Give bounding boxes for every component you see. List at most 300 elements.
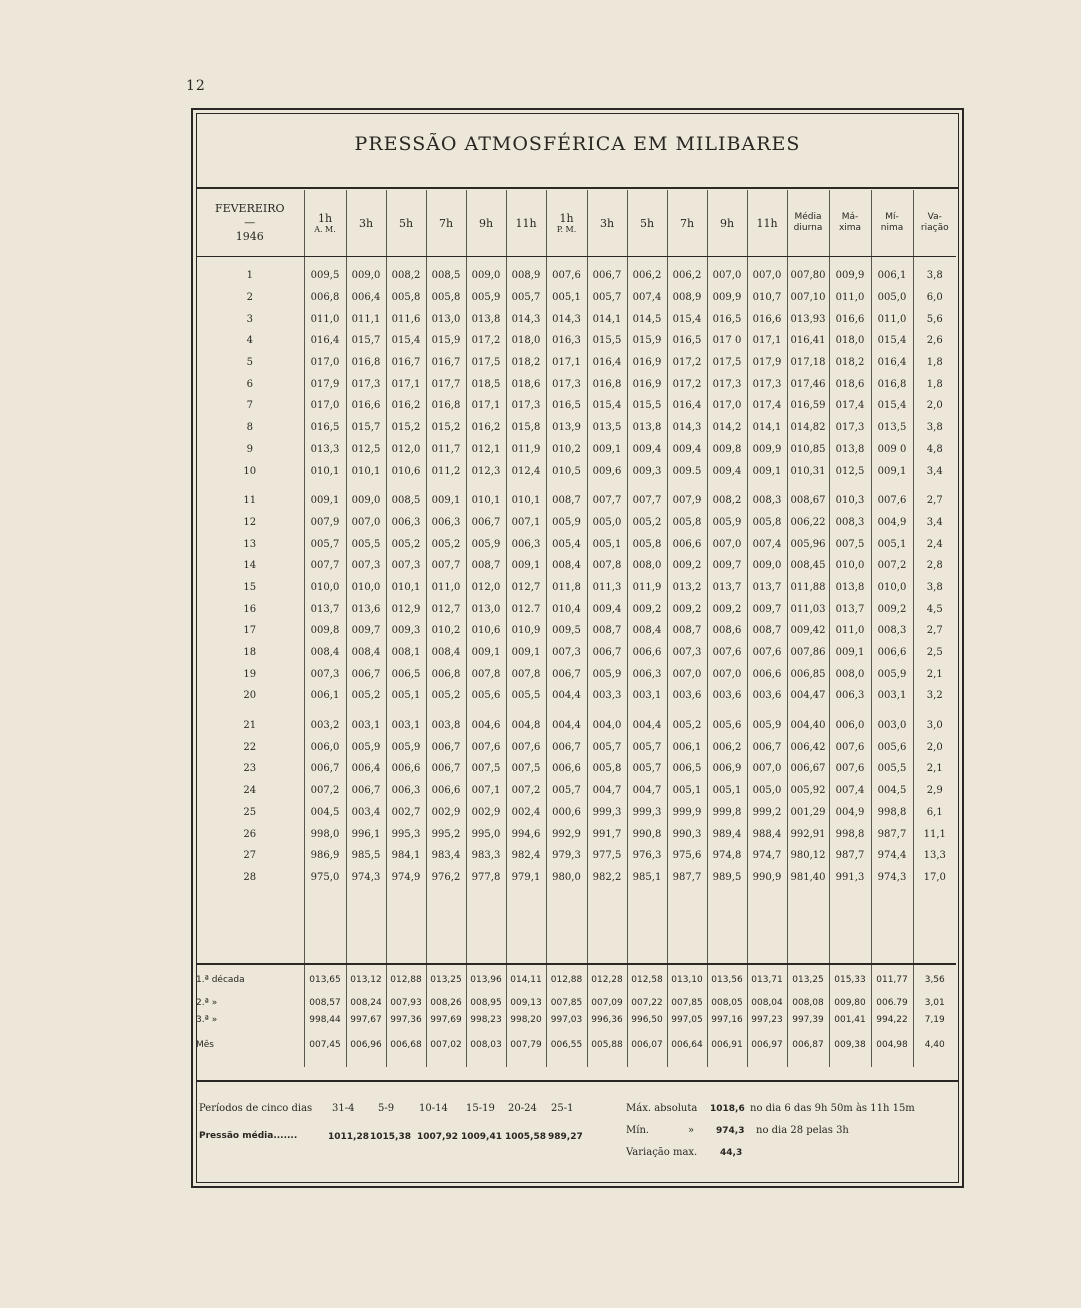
pressure-value: 010,4 [546,598,587,620]
pressure-value: 007,2 [304,780,346,802]
column-header-line1: 5h [639,216,655,230]
pressure-value: 986,9 [304,845,346,867]
pressure-value: 007,3 [304,663,346,685]
pressure-value: 004,40 [787,715,829,737]
spacer-cell [871,888,913,964]
pressure-value: 009,9 [707,287,747,309]
pressure-value: 015,5 [627,395,667,417]
pressure-value: 011,2 [426,460,466,482]
pressure-value: 2,9 [913,780,956,802]
pressure-value: 016,8 [346,352,386,374]
pressure-value: 007,3 [346,555,386,577]
column-header [627,190,667,257]
spacer-cell [913,888,956,964]
spacer-cell [829,707,871,715]
spacer-row [196,707,956,715]
pressure-value: 006,8 [426,663,466,685]
pressure-value: 017,2 [667,352,707,374]
pressure-value: 007,8 [506,663,546,685]
summary-value: 007,22 [627,994,667,1011]
day-row [196,736,956,758]
pressure-value: 005,8 [747,512,787,534]
spacer-cell [707,707,747,715]
spacer-cell [196,1028,304,1036]
pressure-value: 016,5 [707,308,747,330]
day-number: 21 [243,720,257,732]
summary-value: 3,01 [913,994,956,1011]
summary-value: 006,55 [546,1036,587,1053]
summary-value: 012,28 [587,971,627,994]
column-header-line1: 7h [679,216,695,230]
summary-value: 006,97 [747,1036,787,1053]
column-header-line1: Mí- [885,212,899,222]
summary-value: 012,58 [627,971,667,994]
summary-value: 998,44 [304,1011,346,1028]
pressure-value: 011,0 [304,308,346,330]
pressure-value: 005,9 [386,736,426,758]
pressure-value: 005,92 [787,780,829,802]
pressure-value: 005,0 [871,287,913,309]
pressure-value: 995,0 [466,823,506,845]
day-row [196,265,956,287]
pressure-table [196,190,956,1067]
pressure-value: 007,0 [707,663,747,685]
pressure-value: 009,2 [667,598,707,620]
pressure-value: 008,7 [466,555,506,577]
pressure-value: 010,1 [304,460,346,482]
pressure-value: 006,4 [346,287,386,309]
spacer-cell [426,707,466,715]
summary-value: 006,87 [787,1036,829,1053]
pressure-value: 985,5 [346,845,386,867]
pressure-value: 005,6 [466,685,506,707]
summary-value: 009,13 [506,994,546,1011]
spacer-cell [747,888,787,964]
spacer-cell [386,482,426,490]
summary-value: 011,77 [871,971,913,994]
summary-value: 998,23 [466,1011,506,1028]
pressure-value: 999,8 [707,802,747,824]
summary-value: 997,36 [386,1011,426,1028]
pressure-value: 009,4 [667,439,707,461]
spacer-cell [587,482,627,490]
pressure-value: 2,1 [913,758,956,780]
pressure-value: 012,9 [386,598,426,620]
separator-cell [829,964,871,971]
summary-value: 997,23 [747,1011,787,1028]
pressure-value: 005,9 [587,663,627,685]
pressure-value: 013,5 [871,417,913,439]
pressure-value: 018,0 [829,330,871,352]
pressure-value: 990,8 [627,823,667,845]
summary-value: 008,04 [747,994,787,1011]
column-header [913,190,956,257]
pressure-value: 007,7 [587,490,627,512]
pressure-value: 012,5 [829,460,871,482]
pressure-value: 013,0 [466,598,506,620]
spacer-cell [667,257,707,266]
day-number: 12 [243,516,257,528]
separator-cell [546,964,587,971]
summary-value: 007,02 [426,1036,466,1053]
pressure-value: 009 0 [871,439,913,461]
pressure-value: 013,7 [707,577,747,599]
pressure-value: 009,1 [304,490,346,512]
pressure-value: 006,8 [304,287,346,309]
spacer-row [196,482,956,490]
periods-label: Períodos de cinco dias [199,1103,313,1114]
pressure-value: 003,6 [747,685,787,707]
pressure-value: 008,2 [386,265,426,287]
day-number: 3 [246,313,253,325]
spacer-cell [304,1053,346,1067]
column-header [667,190,707,257]
pressure-value: 013,8 [829,577,871,599]
summary-value: 996,50 [627,1011,667,1028]
day-row [196,330,956,352]
day-number: 26 [243,828,257,840]
pressure-value: 5,6 [913,308,956,330]
pressure-value: 2,4 [913,533,956,555]
pressure-value: 007,4 [627,287,667,309]
pressure-value: 011,9 [627,577,667,599]
pressure-value: 004,4 [627,715,667,737]
pressure-value: 2,0 [913,736,956,758]
pressure-value: 017,3 [829,417,871,439]
spacer-cell [346,707,386,715]
pressure-value: 005,1 [667,780,707,802]
pressure-value: 015,4 [871,330,913,352]
pressure-value: 017,0 [304,395,346,417]
spacer-cell [304,888,346,964]
pressure-value: 009,3 [627,460,667,482]
pressure-value: 008,0 [627,555,667,577]
summary-value: 997,16 [707,1011,747,1028]
column-header-line1: 9h [719,216,735,230]
pressure-value: 009,9 [829,265,871,287]
pressure-value: 018,2 [506,352,546,374]
spacer-row [196,888,956,964]
pressure-value: 015,7 [346,417,386,439]
day-row [196,417,956,439]
pressure-value: 006,7 [426,736,466,758]
pressure-value: 011,1 [346,308,386,330]
spacer-cell [546,257,587,266]
pressure-value: 983,4 [426,845,466,867]
column-header [304,190,346,257]
pressure-value: 010,31 [787,460,829,482]
pressure-value: 991,7 [587,823,627,845]
pressure-value: 003,2 [304,715,346,737]
day-number: 25 [243,806,257,818]
pressure-value: 987,7 [871,823,913,845]
pressure-value: 006,3 [386,780,426,802]
pressure-value: 017,18 [787,352,829,374]
summary-value: 006.79 [871,994,913,1011]
day-number: 10 [243,465,257,477]
spacer-cell [506,1053,546,1067]
pressure-value: 006,6 [546,758,587,780]
summary-value: 013,25 [787,971,829,994]
pressure-value: 006,7 [466,512,506,534]
pressure-value: 3,2 [913,685,956,707]
day-number: 18 [243,647,257,659]
pressure-value: 010,6 [386,460,426,482]
spacer-cell [787,888,829,964]
pressure-value: 006,7 [346,663,386,685]
pressure-value: 007,6 [466,736,506,758]
pressure-value: 008,0 [829,663,871,685]
pressure-value: 976,2 [426,867,466,889]
day-number: 15 [243,581,257,593]
pressure-value: 017 0 [707,330,747,352]
pressure-value: 005,2 [426,685,466,707]
pressure-value: 005,8 [426,287,466,309]
pressure-value: 009,8 [707,439,747,461]
pressure-value: 005,9 [466,287,506,309]
pressure-value: 980,0 [546,867,587,889]
spacer-cell [787,257,829,266]
pressure-value: 005,7 [304,533,346,555]
pressure-value: 999,9 [667,802,707,824]
pressure-value: 004,4 [546,685,587,707]
spacer-row [196,1028,956,1036]
day-number: 22 [243,741,257,753]
pressure-value: 016,6 [829,308,871,330]
pressure-value: 998,8 [871,802,913,824]
period-label: 15-19 [466,1103,495,1114]
summary-row [196,971,956,994]
summary-value: 997,69 [426,1011,466,1028]
column-header-line1: 11h [515,216,537,230]
spacer-cell [627,257,667,266]
spacer-cell [466,888,506,964]
summary-label: Mês [196,1039,214,1050]
column-header-line1: Má- [841,212,859,222]
pressure-value: 013,7 [829,598,871,620]
column-header-line1: 9h [478,216,494,230]
spacer-row [196,257,956,266]
spacer-cell [426,257,466,266]
spacer-cell [829,257,871,266]
spacer-cell [747,482,787,490]
month-dash: — [244,216,256,229]
pressure-value: 006,85 [787,663,829,685]
pressure-value: 006,3 [627,663,667,685]
column-header-line1: 1h [559,212,574,225]
pressure-value: 007,0 [667,663,707,685]
pressure-value: 010,1 [346,460,386,482]
pressure-value: 002,9 [466,802,506,824]
pressure-value: 007,6 [747,642,787,664]
pressure-value: 011,8 [546,577,587,599]
pressure-value: 009,7 [707,555,747,577]
pressure-value: 007,6 [829,736,871,758]
pressure-value: 13,3 [913,845,956,867]
pressure-value: 016,6 [747,308,787,330]
spacer-cell [747,1053,787,1067]
pressure-value: 004,47 [787,685,829,707]
pressure-value: 012,7 [506,577,546,599]
pressure-value: 005,5 [346,533,386,555]
summary-value: 012,88 [386,971,426,994]
pressure-value: 007,7 [627,490,667,512]
pressure-value: 006,7 [546,663,587,685]
day-number: 6 [246,378,253,390]
spacer-cell [871,482,913,490]
pressure-value: 11,1 [913,823,956,845]
day-number: 27 [243,850,257,862]
summary-value: 013,96 [466,971,506,994]
pressure-value: 005,4 [546,533,587,555]
pressure-value: 018,2 [829,352,871,374]
spacer-cell [196,1053,304,1067]
summary-value: 012,88 [546,971,587,994]
pressure-value: 017,4 [747,395,787,417]
pressure-value: 005,7 [587,287,627,309]
pressure-value: 004,5 [304,802,346,824]
pressure-value: 013,8 [627,417,667,439]
column-header [871,190,913,257]
spacer-cell [913,482,956,490]
pressure-value: 008,9 [667,287,707,309]
column-header-line2: diurna [793,223,823,233]
pressure-value: 016,7 [426,352,466,374]
pressure-value: 016,9 [627,352,667,374]
pressure-value: 008,45 [787,555,829,577]
summary-value: 998,20 [506,1011,546,1028]
pressure-value: 007,3 [546,642,587,664]
spacer-cell [304,482,346,490]
column-header-line2: xima [838,223,862,233]
pressure-value: 996,1 [346,823,386,845]
pressure-value: 005,8 [587,758,627,780]
pressure-value: 009,2 [871,598,913,620]
pressure-value: 005,1 [546,287,587,309]
pressure-value: 991,3 [829,867,871,889]
min-label: Mín. [626,1125,650,1136]
separator-cell [747,964,787,971]
pressure-value: 005,8 [386,287,426,309]
max-abs-label: Máx. absoluta [626,1103,698,1114]
pressure-value: 007,1 [506,512,546,534]
summary-row [196,1011,956,1028]
column-header [546,190,587,257]
pressure-value: 005,8 [627,533,667,555]
day-number: 1 [246,270,253,282]
pressure-value: 005,7 [546,780,587,802]
spacer-cell [667,482,707,490]
day-number: 9 [246,443,253,455]
pressure-value: 013,8 [829,439,871,461]
summary-value: 005,88 [587,1036,627,1053]
pressure-value: 009,4 [707,460,747,482]
pressure-value: 2,8 [913,555,956,577]
pressure-value: 005,6 [871,736,913,758]
page-number: 12 [186,78,206,94]
pressure-value: 005,9 [747,715,787,737]
pressure-value: 017,3 [546,373,587,395]
pressure-value: 018,6 [829,373,871,395]
table-header-row [196,190,956,257]
pressure-value: 006,6 [386,758,426,780]
spacer-cell [747,707,787,715]
pressure-value: 017,46 [787,373,829,395]
pressure-value: 995,2 [426,823,466,845]
pressure-value: 012,4 [506,460,546,482]
column-header-line1: Média [794,212,822,222]
period-pressure: 1005,58 [505,1132,546,1142]
spacer-cell [386,257,426,266]
spacer-cell [707,888,747,964]
column-header [386,190,426,257]
pressure-value: 007,0 [707,533,747,555]
pressure-value: 974,3 [346,867,386,889]
spacer-cell [707,482,747,490]
pressure-value: 3,8 [913,577,956,599]
pressure-value: 015,4 [587,395,627,417]
summary-value: 006,91 [707,1036,747,1053]
pressure-value: 989,5 [707,867,747,889]
pressure-value: 004,8 [506,715,546,737]
pressure-value: 005,2 [627,512,667,534]
pressure-value: 009,42 [787,620,829,642]
day-number: 7 [246,400,253,412]
spacer-cell [627,707,667,715]
pressure-value: 2,7 [913,490,956,512]
pressure-value: 016,5 [546,395,587,417]
footer-rule [196,1080,959,1082]
pressure-value: 3,8 [913,265,956,287]
pressure-value: 008,3 [871,620,913,642]
spacer-cell [787,707,829,715]
separator-cell [466,964,506,971]
pressure-value: 017,3 [747,373,787,395]
pressure-value: 008,9 [506,265,546,287]
day-number: 24 [243,785,257,797]
pressure-value: 982,4 [506,845,546,867]
day-row [196,663,956,685]
pressure-value: 013,3 [304,439,346,461]
pressure-value: 009,1 [426,490,466,512]
pressure-value: 002,9 [426,802,466,824]
pressure-value: 007,6 [546,265,587,287]
pressure-value: 006,2 [667,265,707,287]
pressure-value: 016,2 [386,395,426,417]
pressure-value: 005,96 [787,533,829,555]
pressure-value: 977,5 [587,845,627,867]
spacer-cell [627,888,667,964]
pressure-value: 010,3 [829,490,871,512]
pressure-value: 016,4 [304,330,346,352]
pressure-value: 004,7 [627,780,667,802]
column-header [829,190,871,257]
pressure-value: 017,3 [707,373,747,395]
spacer-cell [787,482,829,490]
pressure-value: 003,1 [627,685,667,707]
pressure-value: 001,29 [787,802,829,824]
pressure-value: 012,0 [466,577,506,599]
pressure-value: 004,0 [587,715,627,737]
summary-value: 3,56 [913,971,956,994]
pressure-value: 005,9 [466,533,506,555]
summary-value: 013,12 [346,971,386,994]
spacer-cell [913,1053,956,1067]
summary-value: 7,19 [913,1011,956,1028]
spacer-cell [304,257,346,266]
pressure-value: 006,7 [587,642,627,664]
pressure-value: 012.7 [506,598,546,620]
